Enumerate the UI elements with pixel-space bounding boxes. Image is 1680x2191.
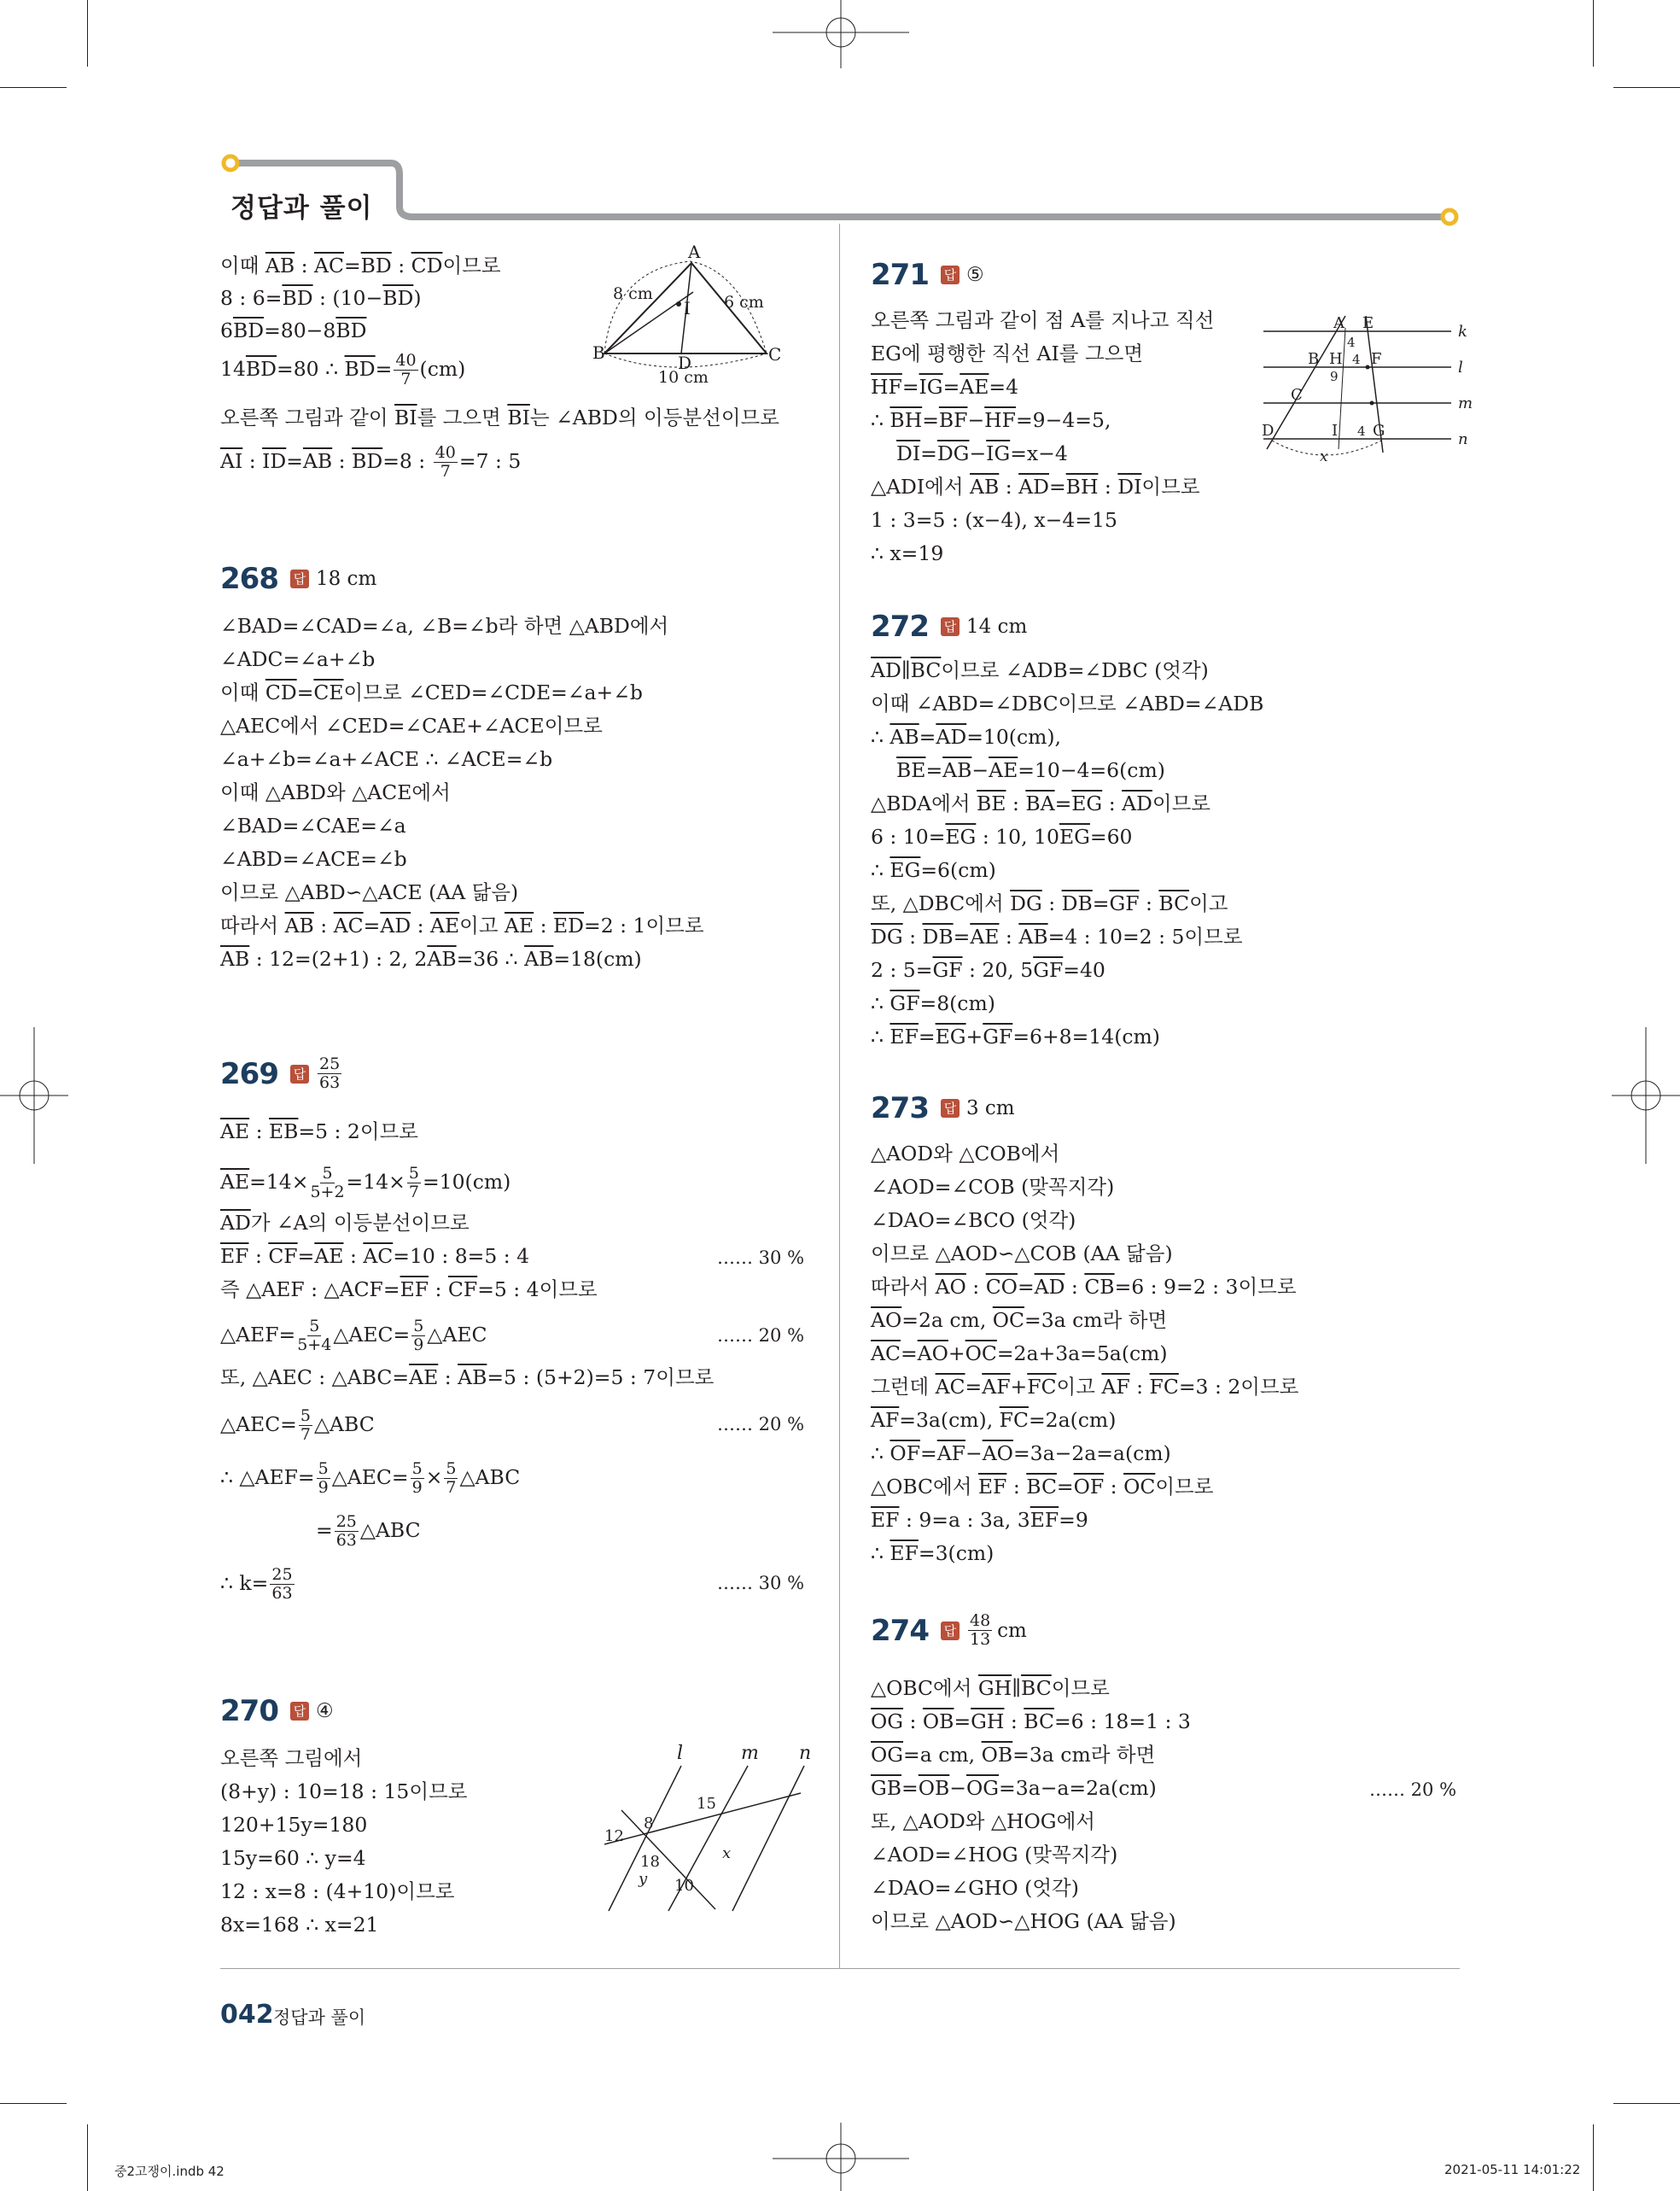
segment-label: 15 [697, 1795, 716, 1813]
print-slug-file: 중2고쟁이.indb 42 [114, 2164, 225, 2179]
problem-number: 273 [871, 1091, 929, 1125]
segment-label: 8 [644, 1814, 654, 1832]
text-line: $\overline{OG}=a$ cm, $\overline{OB}=3a$ cm라 하면 [871, 1743, 1156, 1767]
text-line: 오른쪽 그림과 같이 $\overline{BI}$를 그으면 $\overline{BI}$는 ∠ABD의 이등분선이므로 [220, 406, 779, 429]
text-line: $\overline{AE}=14\times$ $\frac{5}{5+2}$ =14× $\frac{5}{7}$ =10(cm) [220, 1164, 511, 1201]
text-line: (8+y) : 10=18 : 15이므로 [220, 1779, 468, 1803]
text-line: ∠ABD=∠ACE=∠b [220, 847, 407, 871]
text-line: ∠BAD=∠CAD=∠a, ∠B=∠b라 하면 △ABD에서 [220, 614, 669, 638]
text-line: 그런데 $\overline{AC}=\overline{AF}+\overline{FC}$이고 $\overline{AF}$ : $\overline{FC}=3$ : 2이므로 [871, 1375, 1299, 1399]
text-line: 따라서 $\overline{AO}$ : $\overline{CO}=\overline{AD}$ : $\overline{CB}=6$ : 9=2 : 3이므로 [871, 1275, 1297, 1299]
text-line: $\overline{BE}=\overline{AB}-\overline{AE}=10-4=6(cm)$ [896, 758, 1165, 782]
crop-mark [87, 0, 88, 67]
text-line: ∴ $\overline{OF}=\overline{AF}-\overline{AO}=3a-2a=a(cm)$ [871, 1441, 1171, 1465]
point-label: F [1371, 350, 1382, 368]
text-line: 따라서 $\overline{AB}$ : $\overline{AC}=\overline{AD}$ : $\overline{AE}$이고 $\overline{AE}$ : $\overline{ED}=2$ : 1이므로 [220, 914, 704, 938]
crop-mark [0, 87, 67, 88]
text-line: ∴ $\overline{GF}=8(cm)$ [871, 991, 995, 1015]
text-line: $\overline{AI}$ : $\overline{ID}=\overline{AB}$ : $\overline{BD}=8$ : $\frac{40}{7}$ =7 : 5 [220, 443, 522, 481]
answer-fraction: $\frac{48}{13}$ [969, 1611, 991, 1649]
score-percent: …… 20 % [1369, 1779, 1457, 1800]
text-line: ∴ $\overline{BH}=\overline{BF}-\overline{HF}=9-4=5$, [871, 408, 1111, 432]
fraction: $\frac{40}{7}$ [435, 443, 456, 481]
vertex-label: I [684, 298, 691, 318]
text-line: ∴ $\overline{EF}=3(cm)$ [871, 1541, 995, 1565]
crop-mark [1613, 87, 1680, 88]
text-line: $\overline{EF}$ : 9=a : 3a, $3\overline{EF}=9$ [871, 1508, 1088, 1532]
line-label: l [677, 1743, 684, 1764]
text-line: 오른쪽 그림에서 [220, 1746, 363, 1770]
side-label: 8 cm [613, 284, 653, 303]
segment-label: 4 [1347, 335, 1356, 350]
text-line: 1 : 3=5 : (x−4), x−4=15 [871, 508, 1117, 532]
page-title: 정답과 풀이 [230, 193, 373, 224]
text-line: △OBC에서 $\overline{GH}\parallel\overline{BC}$이므로 [871, 1676, 1110, 1700]
side-label: 10 cm [658, 368, 709, 387]
text-line: $\overline{AO}=2a$ cm, $\overline{OC}=3a$ cm라 하면 [871, 1308, 1168, 1332]
line-label: n [1458, 430, 1468, 448]
problem-header-274 [871, 1612, 1027, 1649]
answer-value: ⑤ [965, 264, 984, 286]
problem-number: 268 [220, 562, 278, 596]
segment-label: y [639, 1870, 648, 1888]
text-line: 이므로 △AOD∽△COB (AA 닮음) [871, 1242, 1173, 1265]
point-label: D [1262, 422, 1275, 440]
crop-mark [0, 2103, 67, 2104]
text-line: 2 : $5=\overline{GF}$ : 20, $5\overline{GF}=40$ [871, 958, 1105, 982]
print-slug-datetime: 2021-05-11 14:01:22 [1444, 2162, 1581, 2177]
side-label: 6 cm [724, 293, 764, 312]
segment-label: 9 [1330, 369, 1339, 384]
score-percent: …… 30 % [717, 1573, 805, 1593]
problem-number: 270 [220, 1694, 278, 1728]
answer-value: 3 cm [965, 1097, 1015, 1119]
text-line: △AEC= $\frac{5}{7}$ △ABC [220, 1406, 375, 1444]
point-label: A [1333, 314, 1345, 332]
text-line: 이때 ∠ABD=∠DBC이므로 ∠ABD=∠ADB [871, 692, 1264, 716]
answer-badge: 답 [941, 1099, 960, 1118]
problem-number: 269 [220, 1056, 278, 1091]
text-line: △AEF= $\frac{5}{5+4}$ △AEC= $\frac{5}{9}$ △AEC [220, 1317, 487, 1354]
text-line: 이때 △ABD와 △ACE에서 [220, 780, 451, 804]
text-line: △OBC에서 $\overline{EF}$ : $\overline{BC}=\overline{OF}$ : $\overline{OC}$이므로 [871, 1475, 1214, 1499]
problem-number: 274 [871, 1613, 929, 1648]
text-line: ∠BAD=∠CAE=∠a [220, 814, 406, 838]
text-line: 8x=168 ∴ x=21 [220, 1913, 379, 1937]
answer-value: 18 cm [315, 568, 377, 590]
crop-mark [1593, 0, 1594, 67]
line-label: l [1458, 359, 1463, 377]
line-label: k [1458, 323, 1467, 341]
text-line: ∠DAO=∠GHO (엇각) [871, 1876, 1079, 1900]
text-line: ∴ △AEF= $\frac{5}{9}$ △AEC= $\frac{5}{9}$ × $\frac{5}{7}$ △ABC [220, 1459, 521, 1497]
text-line: $14\overline{BD}=80$ ∴ $\overline{BD}=$ $\frac{40}{7}$ (cm) [220, 351, 466, 389]
answer-value: ④ [315, 1700, 334, 1722]
text-line: $\overline{AC}=\overline{AO}+\overline{OC}=2a+3a=5a(cm)$ [871, 1341, 1168, 1365]
header-bar [220, 150, 1467, 227]
text-line: ∠DAO=∠BCO (엇각) [871, 1208, 1076, 1232]
text-line: 8 : $6=\overline{BD}$ : $(10-\overline{BD})$ [220, 286, 422, 310]
problem-header-269 [220, 1055, 343, 1092]
text-line: 또, △AEC : $\triangle ABC=\overline{AE}$ : $\overline{AB}=5$ : (5+2)=5 : 7이므로 [220, 1365, 715, 1389]
parallel-lines-figure [596, 1742, 843, 1921]
registration-mark-bottom [773, 2123, 909, 2191]
crop-mark [1613, 2103, 1680, 2104]
line-label: m [1458, 394, 1473, 412]
text-line: △AOD와 △COB에서 [871, 1142, 1060, 1166]
text-line: 이때 $\overline{CD}=\overline{CE}$이므로 ∠CED=∠CDE=∠a+∠b [220, 681, 643, 704]
answer-badge: 답 [941, 266, 960, 284]
text-line: 이므로 △AOD∽△HOG (AA 닮음) [871, 1909, 1176, 1933]
text-line: $\overline{DI}=\overline{DG}-\overline{IG}=x-4$ [896, 441, 1068, 465]
text-line: ∠AOD=∠COB (맞꼭지각) [871, 1175, 1115, 1199]
answer-badge: 답 [290, 570, 309, 588]
problem-header-270 [220, 1694, 334, 1728]
point-label: C [1291, 386, 1303, 404]
text-line: EG에 평행한 직선 AI를 그으면 [871, 342, 1144, 365]
text-line: 12 : x=8 : (4+10)이므로 [220, 1879, 455, 1903]
vertex-label: B [592, 342, 605, 363]
problem-header-273 [871, 1091, 1015, 1125]
answer-badge: 답 [290, 1065, 309, 1084]
text-line: $\overline{AD}$가 ∠A의 이등분선이므로 [220, 1211, 470, 1235]
text-line: ∴ $\overline{EG}=6(cm)$ [871, 858, 996, 882]
vertex-label: D [678, 353, 692, 373]
segment-label: x [722, 1844, 732, 1862]
point-label: H [1329, 350, 1343, 368]
text-line: 또, △AOD와 △HOG에서 [871, 1809, 1095, 1833]
answer-badge: 답 [941, 1621, 960, 1640]
point-label: E [1362, 314, 1374, 332]
text-line: ∴ k= $\frac{25}{63}$ [220, 1565, 293, 1603]
registration-mark-right [1612, 1027, 1680, 1164]
answer-value: 14 cm [965, 616, 1028, 638]
text-line: 이때 $\overline{AB}$ : $\overline{AC}=\overline{BD}$ : $\overline{CD}$이므로 [220, 254, 501, 278]
text-line: $\overline{EF}$ : $\overline{CF}=\overline{AE}$ : $\overline{AC}=10$ : 8=5 : 4 [220, 1244, 530, 1268]
text-line: 즉 △AEF : $\triangle ACF=\overline{EF}$ : $\overline{CF}=5$ : 4이므로 [220, 1277, 598, 1301]
text-line: $\overline{AB}$ : 12=(2+1) : 2, $2\overline{AB}=36$ ∴ $\overline{AB}=18(cm)$ [220, 947, 642, 971]
page-number: 042 [220, 2000, 274, 2030]
text-line: $\overline{GB}=\overline{OB}-\overline{OG}=3a-a=2a(cm)$ [871, 1776, 1157, 1800]
text-line: 또, △DBC에서 $\overline{DG}$ : $\overline{DB}=\overline{GF}$ : $\overline{BC}$이고 [871, 891, 1228, 915]
text-line: ∠ADC=∠a+∠b [220, 647, 376, 671]
answer-badge: 답 [941, 617, 960, 636]
text-line: ∠AOD=∠HOG (맞꼭지각) [871, 1843, 1118, 1867]
text-line: ∠a+∠b=∠a+∠ACE ∴ ∠ACE=∠b [220, 747, 553, 771]
answer-badge: 답 [290, 1702, 309, 1721]
crop-mark [87, 2124, 88, 2191]
text-line: = $\frac{25}{63}$ △ABC [316, 1512, 421, 1550]
text-line: $\overline{AE}$ : $\overline{EB}=5$ : 2이므로 [220, 1119, 418, 1143]
text-line: △AEC에서 ∠CED=∠CAE+∠ACE이므로 [220, 714, 603, 738]
point-label: B [1308, 350, 1320, 368]
point-label: G [1373, 422, 1385, 440]
text-line: △BDA에서 $\overline{BE}$ : $\overline{BA}=\overline{EG}$ : $\overline{AD}$이므로 [871, 792, 1210, 815]
registration-mark-left [0, 1027, 68, 1164]
score-percent: …… 30 % [717, 1247, 805, 1268]
problem-number: 271 [871, 258, 929, 292]
text-line: 120+15y=180 [220, 1813, 368, 1837]
answer-fraction: $\frac{25}{63}$ [318, 1055, 341, 1092]
segment-label: 18 [640, 1853, 660, 1871]
score-percent: …… 20 % [717, 1325, 805, 1346]
segment-label: 4 [1357, 424, 1366, 439]
line-label: m [741, 1743, 759, 1764]
text-line: $\overline{OG}$ : $\overline{OB}=\overline{GH}$ : $\overline{BC}=6$ : 18=1 : 3 [871, 1709, 1191, 1733]
text-line: ∴ $\overline{AB}=\overline{AD}=10(cm)$, [871, 725, 1062, 749]
text-line: $\overline{AD}\parallel\overline{BC}$이므로 ∠ADB=∠DBC (엇각) [871, 658, 1209, 682]
line-label: n [799, 1743, 812, 1764]
text-line: 오른쪽 그림과 같이 점 A를 지나고 직선 [871, 308, 1215, 332]
fraction: $\frac{40}{7}$ [395, 351, 417, 389]
problem-header-268 [220, 562, 376, 596]
segment-label: 12 [604, 1827, 624, 1845]
text-line: $\overline{HF}=\overline{IG}=\overline{AE}=4$ [871, 375, 1019, 399]
text-line: 6 : $10=\overline{EG}$ : 10, $10\overline{EG}=60$ [871, 825, 1133, 849]
text-line: ∴ $\overline{EF}=\overline{EG}+\overline{GF}=6+8=14(cm)$ [871, 1025, 1160, 1049]
segment-label: x [1320, 448, 1328, 465]
footer-title: 정답과 풀이 [273, 2007, 366, 2028]
bottom-rule [220, 1968, 1460, 1969]
triangle-figure [592, 242, 818, 389]
text-line: $\overline{AF}=3a(cm)$, $\overline{FC}=2a(cm)$ [871, 1408, 1117, 1432]
registration-mark-top [773, 0, 909, 68]
point-label: I [1332, 422, 1339, 440]
segment-label: 10 [674, 1877, 694, 1895]
text-line: △ADI에서 $\overline{AB}$ : $\overline{AD}=\overline{BH}$ : $\overline{DI}$이므로 [871, 475, 1200, 499]
vertex-label: C [768, 344, 782, 365]
text-line: 이므로 △ABD∽△ACE (AA 닮음) [220, 880, 519, 904]
text-line: ∴ x=19 [871, 541, 944, 565]
text-line: $6\overline{BD}=80-8\overline{BD}$ [220, 318, 367, 342]
problem-header-271 [871, 258, 984, 292]
segment-label: 4 [1352, 352, 1361, 367]
text-line: $\overline{DG}$ : $\overline{DB}=\overline{AE}$ : $\overline{AB}=4$ : 10=2 : 5이므로 [871, 925, 1243, 949]
problem-header-272 [871, 610, 1027, 644]
answer-unit: cm [997, 1619, 1027, 1642]
parallel-lines-figure-271 [1238, 299, 1485, 470]
problem-number: 272 [871, 610, 929, 644]
column-divider [839, 224, 840, 1968]
crop-mark [1593, 2124, 1594, 2191]
text-line: 15y=60 ∴ y=4 [220, 1846, 366, 1870]
vertex-label: A [688, 242, 701, 262]
score-percent: …… 20 % [717, 1414, 805, 1434]
